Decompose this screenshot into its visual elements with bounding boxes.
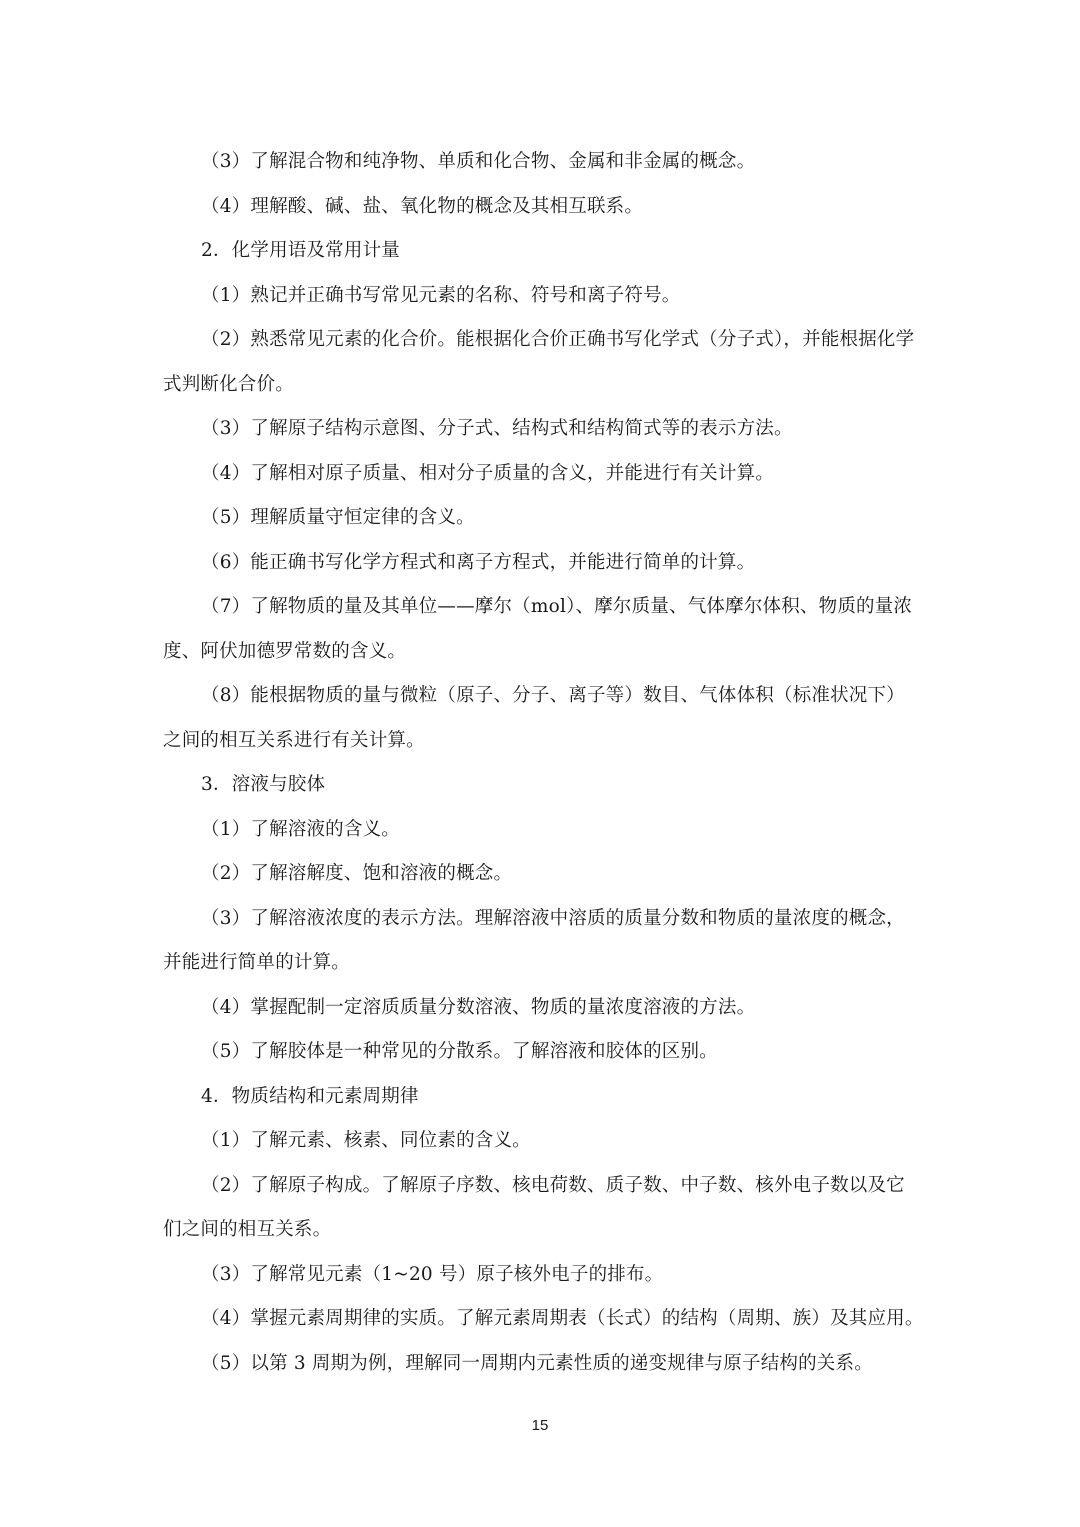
text-line: （3）了解常见元素（1~20 号）原子核外电子的排布。 (201, 1263, 664, 1285)
text-line: （6）能正确书写化学方程式和离子方程式，并能进行简单的计算。 (201, 551, 756, 573)
text-line: （1）了解元素、核素、同位素的含义。 (201, 1130, 531, 1151)
text-line: 式判断化合价。 (163, 373, 294, 395)
text-line: （3）了解原子结构示意图、分子式、结构式和结构简式等的表示方法。 (201, 418, 793, 439)
text-line: 并能进行简单的计算。 (163, 952, 351, 973)
text-line: （4）掌握配制一定溶质质量分数溶液、物质的量浓度溶液的方法。 (201, 996, 756, 1018)
text-line: 2．化学用语及常用计量 (201, 240, 400, 261)
text-line: （2）了解溶解度、饱和溶液的概念。 (201, 863, 513, 884)
text-line: 3．溶液与胶体 (201, 774, 326, 795)
text-line: （8）能根据物质的量与微粒（原子、分子、离子等）数目、气体体积（标准状况下） (201, 685, 905, 706)
text-line: （4）理解酸、碱、盐、氧化物的概念及其相互联系。 (201, 195, 644, 217)
text-line: （2）了解原子构成。了解原子序数、核电荷数、质子数、中子数、核外电子数以及它 (201, 1174, 905, 1196)
text-line: （2）熟悉常见元素的化合价。能根据化合价正确书写化学式（分子式），并能根据化学 (201, 329, 915, 350)
text-line: 们之间的相互关系。 (163, 1219, 332, 1240)
text-line: （1）了解溶液的含义。 (201, 818, 400, 840)
text-line: （1）熟记并正确书写常见元素的名称、符号和离子符号。 (201, 284, 681, 306)
text-line: （3）了解混合物和纯净物、单质和化合物、金属和非金属的概念。 (201, 151, 756, 172)
text-line: （5）了解胶体是一种常见的分散系。了解溶液和胶体的区别。 (201, 1041, 718, 1062)
document-body (163, 140, 923, 1386)
text-line: （5）理解质量守恒定律的含义。 (201, 507, 475, 528)
text-line: 度、阿伏加德罗常数的含义。 (163, 640, 407, 662)
text-line: （4）了解相对原子质量、相对分子质量的含义，并能进行有关计算。 (201, 462, 774, 484)
text-line: （7）了解物质的量及其单位——摩尔（mol）、摩尔质量、气体摩尔体积、物质的量浓 (201, 596, 913, 617)
page-number: 15 (531, 1417, 549, 1434)
text-line: （4）掌握元素周期律的实质。了解元素周期表（长式）的结构（周期、族）及其应用。 (201, 1308, 924, 1329)
text-line: 4．物质结构和元素周期律 (201, 1085, 419, 1107)
text-line: （5）以第 3 周期为例，理解同一周期内元素性质的递变规律与原子结构的关系。 (201, 1352, 873, 1374)
text-line: （3）了解溶液浓度的表示方法。理解溶液中溶质的质量分数和物质的量浓度的概念， (201, 907, 905, 929)
text-line: 之间的相互关系进行有关计算。 (163, 729, 425, 751)
